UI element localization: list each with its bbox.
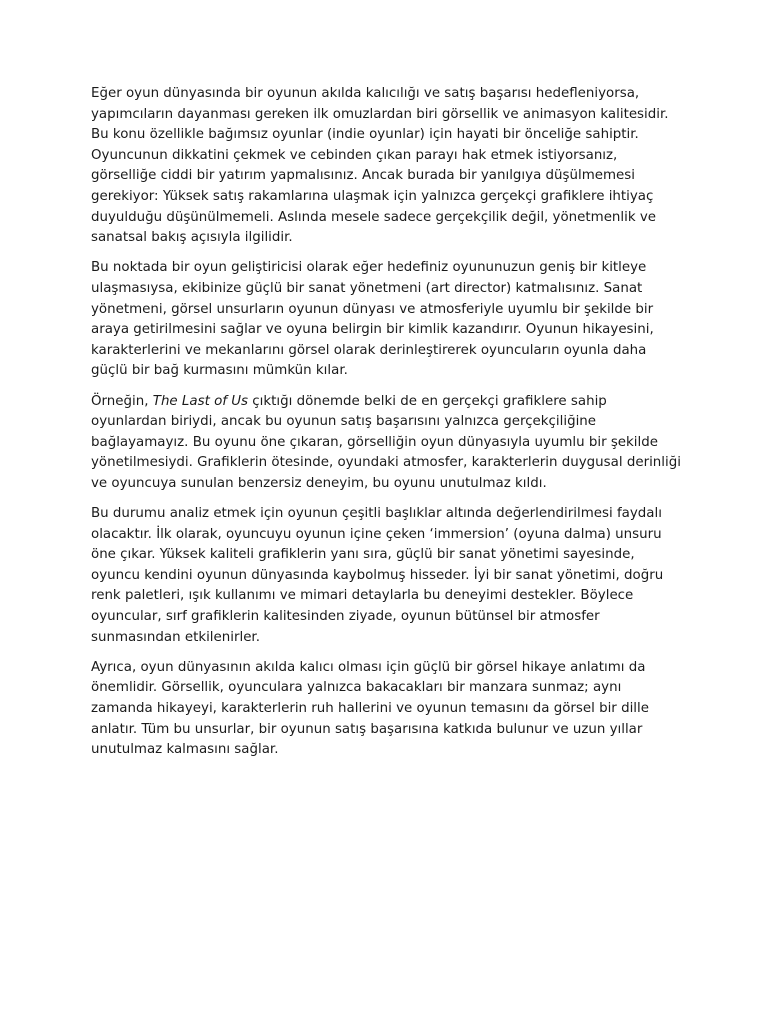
paragraph-3-rest: çıktığı dönemde belki de en gerçekçi grafiklere sahip oyunlardan biriydi, ancak bu oyunun satış başarısını yalnızca gerçekçiliğine bağlayamayız. Bu oyunu öne çıkaran, görselliğin oyun dünyasıyla uyumlu bir şekilde yönetilmesiydi. Grafiklerin ötesinde, oyundaki atmosfer, karakterlerin duygusal derinliği ve oyuncuya sunulan benzersiz deneyim, bu oyunu unutulmaz kıldı. [91, 393, 681, 491]
paragraph-1: Eğer oyun dünyasında bir oyunun akılda kalıcılığı ve satış başarısı hedefleniyorsa, yapımcıların dayanması gereken ilk omuzlardan biri görsellik ve animasyon kalitesidir. Bu konu özellikle bağımsız oyunlar (indie oyunlar) için hayati bir önceliğe sahiptir. Oyuncunun dikkatini çekmek ve cebinden çıkan parayı hak etmek istiyorsanız, görselliğe ciddi bir yatırım yapmalısınız. Ancak burada bir yanılgıya düşülmemesi gerekiyor: Yüksek satış rakamlarına ulaşmak için yalnızca gerçekçi grafiklere ihtiyaç duyulduğu düşünülmemeli. Aslında mesele sadece gerçekçilik değil, yönetmenlik ve sanatsal bakış açısıyla ilgilidir. [91, 86, 669, 246]
paragraph-2: Bu noktada bir oyun geliştiricisi olarak eğer hedefiniz oyununuzun geniş bir kitleye ulaşmasıysa, ekibinize güçlü bir sanat yönetmeni (art director) katmalısınız. Sanat yönetmeni, görsel unsurların oyunun dünyası ve atmosferiyle uyumlu bir şekilde bir araya getirilmesini sağlar ve oyuna belirgin bir kimlik kazandırır. Oyunun hikayesini, karakterlerini ve mekanlarını görsel olarak derinleştirerek oyuncuların oyunla daha güçlü bir bağ kurmasını mümkün kılar. [91, 260, 654, 379]
paragraph-5: Ayrıca, oyun dünyasının akılda kalıcı olması için güçlü bir görsel hikaye anlatımı da önemlidir. Görsellik, oyunculara yalnızca bakacakları bir manzara sunmaz; aynı zamanda hikayeyi, karakterlerin ruh hallerini ve oyunun temasını da görsel bir dille anlatır. Tüm bu unsurlar, bir oyunun satış başarısına katkıda bulunur ve uzun yıllar unutulmaz kalmasını sağlar. [91, 659, 649, 758]
paragraph-3 [91, 392, 681, 495]
game-title: The Last of Us [152, 393, 249, 409]
paragraph-4: Bu durumu analiz etmek için oyunun çeşitli başlıklar altında değerlendirilmesi faydalı olacaktır. İlk olarak, oyuncuyu oyunun içine çeken ‘immersion’ (oyuna dalma) unsuru öne çıkar. Yüksek kaliteli grafiklerin yanı sıra, güçlü bir sanat yönetimi sayesinde, oyuncu kendini oyunun dünyasında kaybolmuş hisseder. İyi bir sanat yönetimi, doğru renk paletleri, ışık kullanımı ve mimari detaylarla bu deneyimi destekler. Böylece oyuncular, sırf grafiklerin kalitesinden ziyade, oyunun bütünsel bir atmosfer sunmasından etkilenirler. [91, 506, 664, 645]
paragraph-3-lead: Örneğin, [91, 393, 153, 409]
document-body [91, 84, 681, 770]
